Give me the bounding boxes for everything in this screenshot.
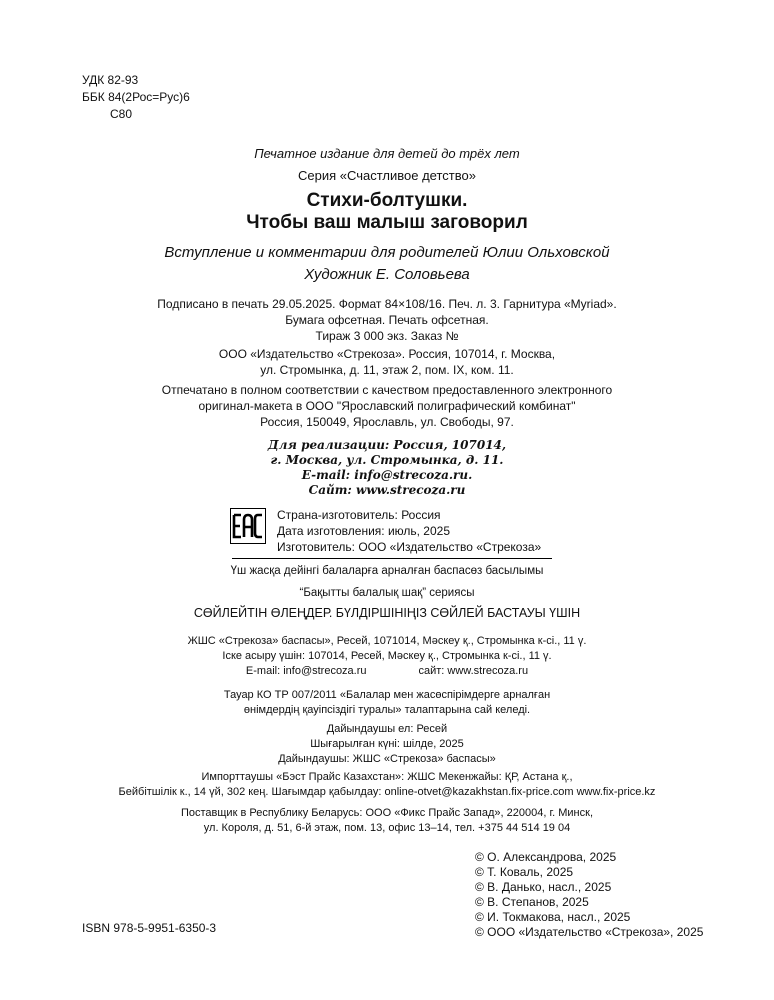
- kz-publisher: [0, 634, 774, 679]
- credits: [0, 242, 774, 286]
- intro-credit: Вступление и комментарии для родителей Юлии Ольховской: [164, 244, 610, 261]
- kz-intro: Үш жасқа дейінгі балаларға арналған баспасөз басылымы: [230, 565, 544, 577]
- manufacture-date: Дата изготовления: июль, 2025: [277, 524, 450, 538]
- eac-mark-icon: [230, 508, 266, 544]
- kz-manufacturer-name: Дайындаушы: ЖШС «Стрекоза» баспасы»: [278, 753, 496, 765]
- kz-compliance-line-1: Тауар КО ТР 007/2011 «Балалар мен жасөспірімдерге арналған: [223, 689, 551, 701]
- belarus-line-2: ул. Короля, д. 51, 6-й этаж, пом. 13, офис 13–14, тел. +375 44 514 19 04: [203, 822, 571, 834]
- kz-publisher-line-2: Іске асыру үшін: 107014, Ресей, Мәскеу қ., Стромынка к-сі., 11 ү.: [222, 650, 552, 662]
- distribution-line-3: E-mail: info@strecoza.ru.: [301, 468, 473, 482]
- kz-manufacturer: [0, 722, 774, 767]
- kz-manufacturer-country: Дайындаушы ел: Ресей: [326, 723, 448, 735]
- publisher-line-2: ул. Стромынка, д. 11, этаж 2, пом. IX, ком. 11.: [260, 363, 514, 377]
- author-mark: С80: [110, 107, 133, 121]
- edition-intro: Печатное издание для детей до трёх лет: [254, 146, 520, 161]
- kz-compliance: [0, 688, 774, 718]
- printer-line-3: Россия, 150049, Ярославль, ул. Свободы, 97.: [260, 415, 514, 429]
- manufacturer-country: Страна-изготовитель: Россия: [277, 508, 441, 522]
- print-line-1: Подписано в печать 29.05.2025. Формат 84×108/16. Печ. л. 3. Гарнитура «Myriad».: [157, 297, 617, 311]
- manufacturer-info: [277, 507, 541, 555]
- printer-info: [0, 382, 774, 430]
- printer-line-1: Отпечатано в полном соответствии с качеством предоставленного электронного: [161, 383, 613, 397]
- copyright-line: © И. Токмакова, насл., 2025: [475, 910, 631, 924]
- title-line-2: Чтобы ваш малыш заговорил: [246, 212, 528, 233]
- print-details: [0, 296, 774, 344]
- copyright-line: © ООО «Издательство «Стрекоза», 2025: [475, 925, 704, 939]
- publisher-address: [0, 346, 774, 378]
- copyright-line: © В. Данько, насл., 2025: [475, 880, 612, 894]
- distribution-line-2: г. Москва, ул. Стромынка, д. 11.: [270, 453, 504, 467]
- kz-importer-line-1: Импорттаушы «Бэст Прайс Казахстан»: ЖШС Мекенжайы: ҚР, Астана қ.,: [201, 771, 573, 783]
- book-title: [0, 190, 774, 234]
- isbn-number: ISBN 978-5-9951-6350-3: [82, 921, 217, 935]
- distribution-line-1: Для реализации: Россия, 107014,: [267, 438, 507, 452]
- bbk-code: ББК 84(2Рос=Рус)6: [82, 90, 190, 104]
- manufacturer-name: Изготовитель: ООО «Издательство «Стрекоза»: [277, 540, 542, 554]
- series-name: Серия «Счастливое детство»: [298, 168, 476, 183]
- kz-series: “Бақытты балалық шақ” сериясы: [299, 587, 475, 599]
- title-line-1: Стихи-болтушки.: [306, 190, 468, 211]
- print-line-3: Тираж 3 000 экз. Заказ №: [315, 329, 459, 343]
- kz-compliance-line-2: өнімдердің қауіпсіздігі туралы» талаптарына сай келеді.: [243, 704, 531, 716]
- artist-credit: Художник Е. Соловьева: [304, 266, 470, 283]
- distribution-info: [0, 438, 774, 498]
- print-line-2: Бумага офсетная. Печать офсетная.: [285, 313, 489, 327]
- belarus-supplier: [0, 806, 774, 836]
- kz-publisher-line-1: ЖШС «Стрекоза» баспасы», Ресей, 1071014, Мәскеу қ., Стромынка к-сі., 11 ү.: [187, 635, 587, 647]
- udk-code: УДК 82-93: [82, 73, 139, 87]
- kz-title: СӨЙЛЕЙТІН ӨЛЕҢДЕР. БҮЛДІРШІНІҢІЗ СӨЙЛЕЙ БАСТАУЫ ҮШІН: [193, 606, 581, 620]
- printer-line-2: оригинал-макета в ООО "Ярославский полиграфический комбинат": [198, 399, 576, 413]
- kz-manufacture-date: Шығарылған күні: шілде, 2025: [310, 738, 464, 750]
- copyright-list: [475, 850, 703, 940]
- copyright-line: © В. Степанов, 2025: [475, 895, 589, 909]
- section-divider: [232, 558, 552, 559]
- kz-importer: [0, 770, 774, 800]
- copyright-line: © О. Александрова, 2025: [475, 850, 617, 864]
- copyright-line: © Т. Коваль, 2025: [475, 865, 574, 879]
- classification-codes: [82, 72, 190, 123]
- belarus-line-1: Поставщик в Республику Беларусь: ООО «Фикс Прайс Запад», 220004, г. Минск,: [180, 807, 594, 819]
- distribution-line-4: Сайт: www.strecoza.ru: [308, 483, 466, 497]
- kz-publisher-line-3: E-mail: info@strecoza.ru сайт: www.strecoza.ru: [245, 665, 529, 677]
- kz-importer-line-2: Бейбітшілік к., 14 үй, 302 кең. Шағымдар қабылдау: online-otvet@kazakhstan.fix-price.com www.fix-price.kz: [118, 786, 656, 798]
- publisher-line-1: ООО «Издательство «Стрекоза». Россия, 107014, г. Москва,: [218, 347, 556, 361]
